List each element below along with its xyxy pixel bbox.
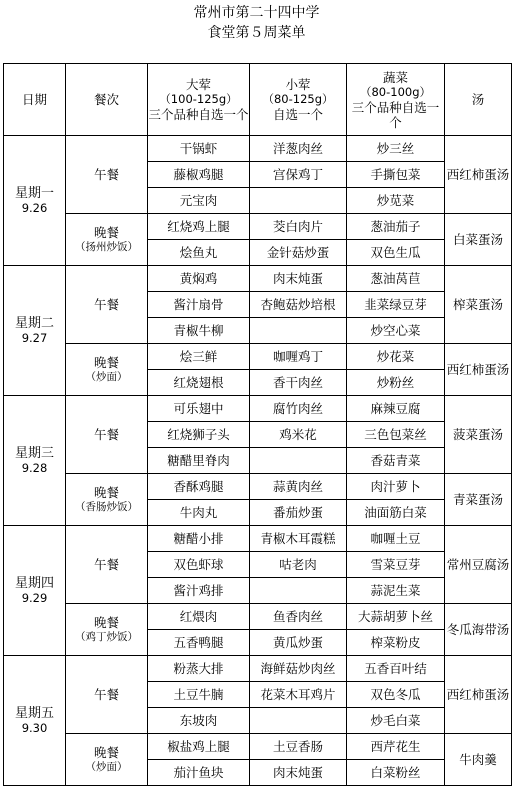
dish-cell: 椒盐鸡上腿 xyxy=(148,734,250,760)
meal-cell-lunch: 午餐 xyxy=(66,396,148,474)
dish-cell: 双色冬瓜 xyxy=(347,682,445,708)
day-cell: 星期一 9.26 xyxy=(4,136,66,266)
col-header-date: 日期 xyxy=(4,64,66,136)
dish-cell: 麻辣豆腐 xyxy=(347,396,445,422)
col-header-soup: 汤 xyxy=(445,64,512,136)
dish-cell: 红烧鸡上腿 xyxy=(148,214,250,240)
meal-cell-lunch: 午餐 xyxy=(66,526,148,604)
dish-cell: 香菇青菜 xyxy=(347,448,445,474)
dish-cell: 炒毛白菜 xyxy=(347,708,445,734)
menu-title: 食堂第５周菜单 xyxy=(207,25,306,41)
day-cell: 星期三 9.28 xyxy=(4,396,66,526)
table-row xyxy=(4,604,512,630)
dish-cell: 红烧翅根 xyxy=(148,370,250,396)
meal-cell-dinner: 晚餐 （扬州炒饭） xyxy=(66,214,148,266)
dish-cell: 牛肉丸 xyxy=(148,500,250,526)
weekly-menu-table xyxy=(3,63,512,786)
dish-cell: 红烧狮子头 xyxy=(148,422,250,448)
dish-cell: 鸡米花 xyxy=(250,422,347,448)
table-row xyxy=(4,214,512,240)
dish-cell: 酱汁鸡排 xyxy=(148,578,250,604)
dish-cell xyxy=(250,318,347,344)
dish-cell: 手撕包菜 xyxy=(347,162,445,188)
dish-cell: 洋葱肉丝 xyxy=(250,136,347,162)
soup-cell: 西红柿蛋汤 xyxy=(445,344,512,396)
table-row xyxy=(4,474,512,500)
dish-cell: 大蒜胡萝卜丝 xyxy=(347,604,445,630)
col-header-small: 小荤 （80-125g） 自选一个 xyxy=(250,64,347,136)
school-title: 常州市第二十四中学 xyxy=(193,5,320,21)
dish-cell xyxy=(250,448,347,474)
dish-cell: 青椒牛柳 xyxy=(148,318,250,344)
day-cell: 星期二 9.27 xyxy=(4,266,66,396)
dish-cell: 蒜泥生菜 xyxy=(347,578,445,604)
table-row xyxy=(4,656,512,682)
dish-cell: 黄瓜炒蛋 xyxy=(250,630,347,656)
col-header-meal: 餐次 xyxy=(66,64,148,136)
dish-cell: 榨菜粉皮 xyxy=(347,630,445,656)
soup-cell: 青菜蛋汤 xyxy=(445,474,512,526)
dish-cell: 可乐翅中 xyxy=(148,396,250,422)
dish-cell: 粉蒸大排 xyxy=(148,656,250,682)
dish-cell: 炒粉丝 xyxy=(347,370,445,396)
dish-cell: 东坡肉 xyxy=(148,708,250,734)
dish-cell xyxy=(250,708,347,734)
dish-cell: 番茄炒蛋 xyxy=(250,500,347,526)
soup-cell: 西红柿蛋汤 xyxy=(445,136,512,214)
dish-cell: 烩三鲜 xyxy=(148,344,250,370)
dish-cell: 葱油茄子 xyxy=(347,214,445,240)
dish-cell: 五香鸭腿 xyxy=(148,630,250,656)
dish-cell: 咖喱鸡丁 xyxy=(250,344,347,370)
dish-cell: 白菜粉丝 xyxy=(347,760,445,786)
dish-cell: 糖醋里脊肉 xyxy=(148,448,250,474)
dish-cell: 肉末炖蛋 xyxy=(250,266,347,292)
dish-cell: 红煨肉 xyxy=(148,604,250,630)
dish-cell xyxy=(250,188,347,214)
dish-cell: 香酥鸡腿 xyxy=(148,474,250,500)
meal-cell-lunch: 午餐 xyxy=(66,136,148,214)
dish-cell: 腐竹肉丝 xyxy=(250,396,347,422)
meal-cell-dinner: 晚餐 （香肠炒饭） xyxy=(66,474,148,526)
dish-cell: 雪菜豆芽 xyxy=(347,552,445,578)
soup-cell: 牛肉羹 xyxy=(445,734,512,786)
dish-cell: 宫保鸡丁 xyxy=(250,162,347,188)
dish-cell xyxy=(250,578,347,604)
dish-cell: 杏鲍菇炒培根 xyxy=(250,292,347,318)
dish-cell: 肉汁萝卜 xyxy=(347,474,445,500)
dish-cell: 蒜黄肉丝 xyxy=(250,474,347,500)
day-cell: 星期四 9.29 xyxy=(4,526,66,656)
meal-cell-dinner: 晚餐 （炒面） xyxy=(66,734,148,786)
soup-cell: 菠菜蛋汤 xyxy=(445,396,512,474)
dish-cell: 茭白肉片 xyxy=(250,214,347,240)
table-row xyxy=(4,396,512,422)
dish-cell: 茄汁鱼块 xyxy=(148,760,250,786)
soup-cell: 西红柿蛋汤 xyxy=(445,656,512,734)
dish-cell: 藤椒鸡腿 xyxy=(148,162,250,188)
table-row xyxy=(4,734,512,760)
meal-cell-dinner: 晚餐 （炒面） xyxy=(66,344,148,396)
dish-cell: 油面筋白菜 xyxy=(347,500,445,526)
dish-cell: 海鲜菇炒肉丝 xyxy=(250,656,347,682)
col-header-veg: 蔬菜 （80-100g） 三个品种自选一个 xyxy=(347,64,445,136)
dish-cell: 西芹花生 xyxy=(347,734,445,760)
dish-cell: 土豆牛腩 xyxy=(148,682,250,708)
table-row xyxy=(4,136,512,162)
table-row xyxy=(4,266,512,292)
dish-cell: 葱油莴苣 xyxy=(347,266,445,292)
soup-cell: 白菜蛋汤 xyxy=(445,214,512,266)
dish-cell: 三色包菜丝 xyxy=(347,422,445,448)
dish-cell: 烩鱼丸 xyxy=(148,240,250,266)
dish-cell: 糖醋小排 xyxy=(148,526,250,552)
dish-cell: 咕老肉 xyxy=(250,552,347,578)
soup-cell: 冬瓜海带汤 xyxy=(445,604,512,656)
table-row xyxy=(4,526,512,552)
table-row xyxy=(4,344,512,370)
soup-cell: 常州豆腐汤 xyxy=(445,526,512,604)
dish-cell: 肉末炖蛋 xyxy=(250,760,347,786)
soup-cell: 榨菜蛋汤 xyxy=(445,266,512,344)
day-cell: 星期五 9.30 xyxy=(4,656,66,786)
dish-cell: 双色生瓜 xyxy=(347,240,445,266)
header-row xyxy=(4,64,512,136)
meal-cell-lunch: 午餐 xyxy=(66,656,148,734)
dish-cell: 炒花菜 xyxy=(347,344,445,370)
dish-cell: 干锅虾 xyxy=(148,136,250,162)
dish-cell: 鱼香肉丝 xyxy=(250,604,347,630)
meal-cell-lunch: 午餐 xyxy=(66,266,148,344)
dish-cell: 元宝肉 xyxy=(148,188,250,214)
dish-cell: 炒苋菜 xyxy=(347,188,445,214)
dish-cell: 金针菇炒蛋 xyxy=(250,240,347,266)
dish-cell: 咖喱土豆 xyxy=(347,526,445,552)
dish-cell: 五香百叶结 xyxy=(347,656,445,682)
dish-cell: 炒空心菜 xyxy=(347,318,445,344)
dish-cell: 花菜木耳鸡片 xyxy=(250,682,347,708)
dish-cell: 土豆香肠 xyxy=(250,734,347,760)
dish-cell: 双色虾球 xyxy=(148,552,250,578)
dish-cell: 韭菜绿豆芽 xyxy=(347,292,445,318)
dish-cell: 青椒木耳霞糕 xyxy=(250,526,347,552)
meal-cell-dinner: 晚餐 （鸡丁炒饭） xyxy=(66,604,148,656)
dish-cell: 黄焖鸡 xyxy=(148,266,250,292)
dish-cell: 香干肉丝 xyxy=(250,370,347,396)
dish-cell: 酱汁扇骨 xyxy=(148,292,250,318)
col-header-big: 大荤 （100-125g） 三个品种自选一个 xyxy=(148,64,250,136)
dish-cell: 炒三丝 xyxy=(347,136,445,162)
